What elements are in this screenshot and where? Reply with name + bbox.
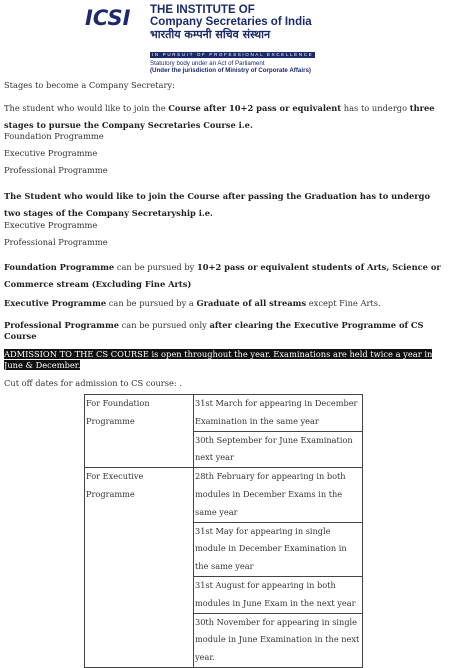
paragraph-executive-eligibility: Executive Programme can be pursued by a Graduate of all streams except Fine Arts. [4, 298, 381, 308]
list-item: Executive Programme [4, 220, 98, 230]
institute-line-1: THE INSTITUTE OF [150, 4, 255, 16]
table-row [85, 395, 363, 432]
stages-heading: Stages to become a Company Secretary: [4, 80, 175, 90]
table-cell: 31st May for appearing in single module in December Examination in the same year [194, 522, 363, 576]
admission-note: ADMISSION TO THE CS COURSE is open throughout the year. Examinations are held twice a year in June & December. [4, 349, 433, 370]
institute-jurisdiction-line: (Under the jurisdiction of Ministry of Corporate Affairs) [150, 67, 311, 74]
svg-text:ICSI: ICSI [85, 6, 131, 28]
table-cell: 28th February for appearing in both modules in December Exams in the same year [194, 468, 363, 522]
paragraph-foundation-eligibility: Foundation Programme can be pursued by 10+2 pass or equivalent students of Arts, Science or Commerce stream (Excluding Fine Arts) [4, 262, 441, 289]
list-item: Professional Programme [4, 237, 108, 247]
cutoff-heading: Cut off dates for admission to CS course: . [4, 378, 183, 388]
table-cell-executive-label: For Executive Programme [85, 468, 194, 668]
icsi-logo [84, 6, 144, 28]
paragraph-course-after-10-2: The student who would like to join the Course after 10+2 pass or equivalent has to undergo three stages to pursue the Company Secretaries Course i.e. [4, 103, 435, 130]
institute-line-2: Company Secretaries of India [150, 16, 312, 28]
list-item: Professional Programme [4, 165, 108, 175]
paragraph-course-after-graduation: The Student who would like to join the Course after passing the Graduation has to undergo two stages of the Company Secretaryship i.e. [4, 191, 431, 218]
list-item: Executive Programme [4, 148, 98, 158]
institute-header [84, 4, 384, 74]
cutoff-dates-table [84, 394, 363, 668]
table-cell: 31st March for appearing in December Examination in the same year [194, 395, 363, 432]
institute-name-block [150, 4, 390, 74]
list-item: Foundation Programme [4, 131, 104, 141]
institute-statutory-line: Statutory body under an Act of Parliament [150, 60, 265, 67]
paragraph-professional-eligibility: Professional Programme can be pursued only after clearing the Executive Programme of CS Course [4, 320, 424, 341]
table-cell: 30th September for June Examination next year [194, 431, 363, 468]
table-cell-foundation-label: For Foundation Programme [85, 395, 194, 468]
institute-motto: IN PURSUIT OF PROFESSIONAL EXCELLENCE [152, 52, 314, 57]
table-cell: 30th November for appearing in single module in June Examination in the next year. [194, 613, 363, 667]
institute-hindi-name: भारतीय कम्पनी सचिव संस्थान [150, 28, 271, 41]
table-row [85, 468, 363, 522]
table-cell: 31st August for appearing in both modules in June Exam in the next year [194, 576, 363, 613]
